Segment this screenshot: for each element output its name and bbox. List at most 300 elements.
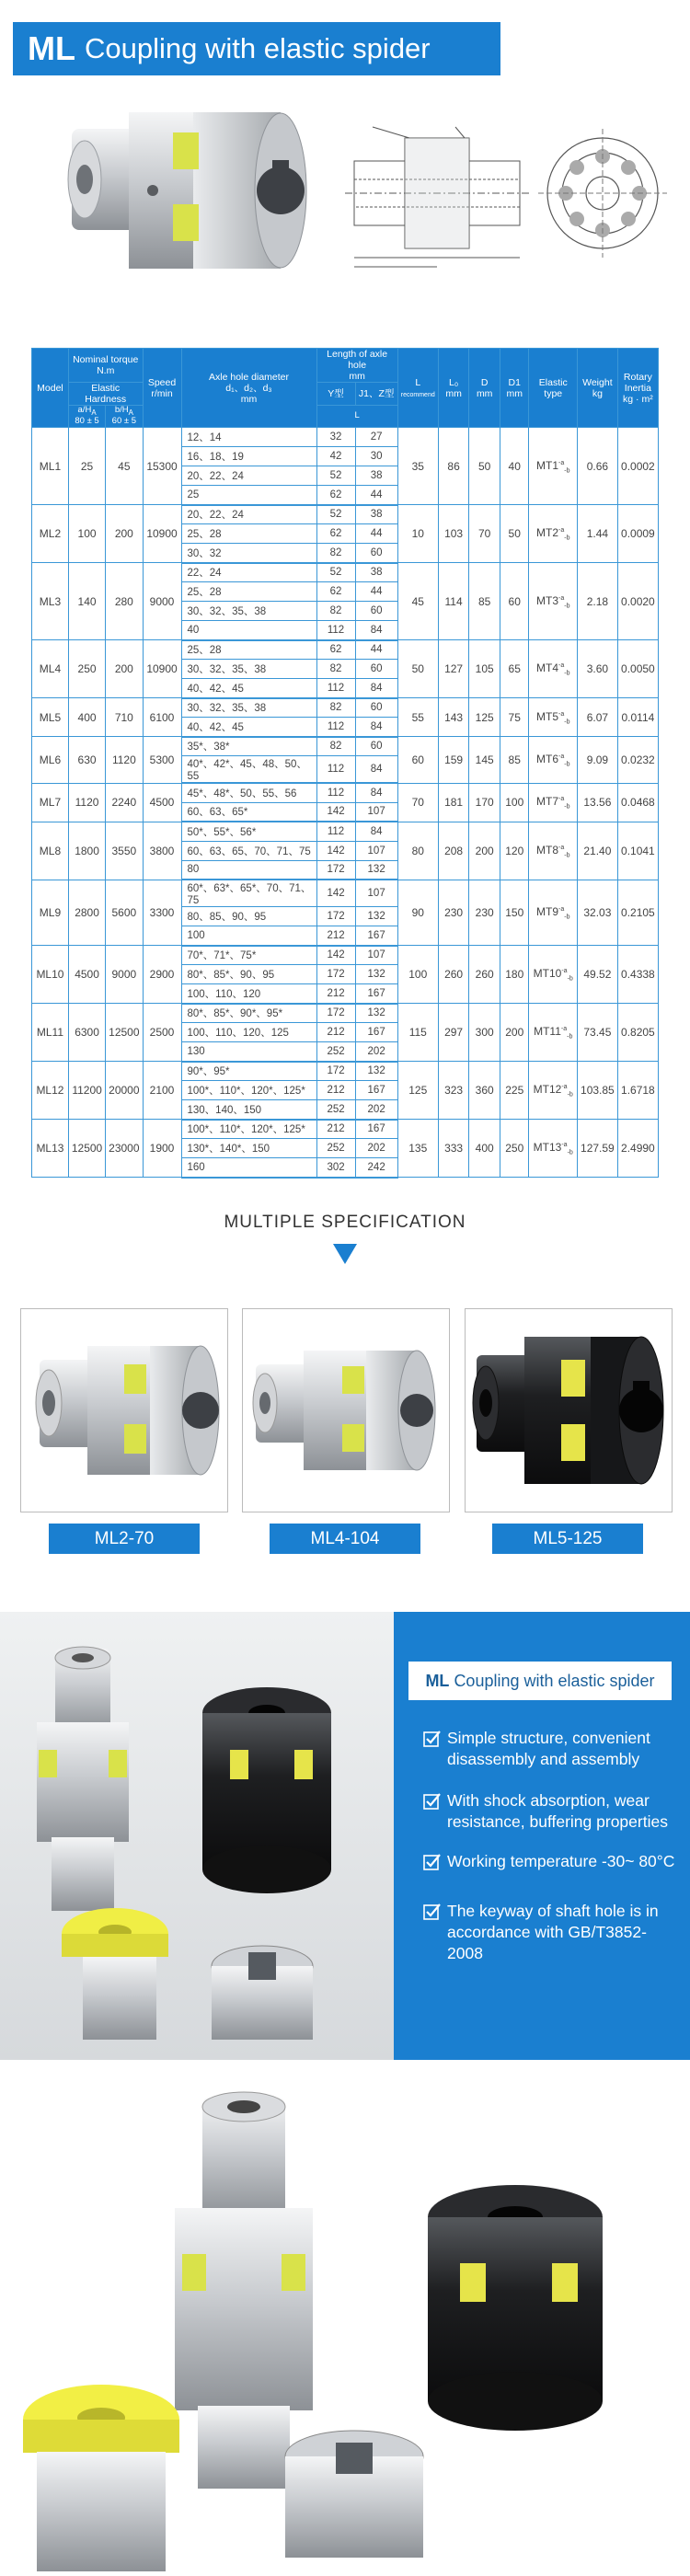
cell-length-y: 302: [316, 1158, 355, 1178]
header-title: Coupling with elastic spider: [84, 32, 431, 64]
cell-bore: 80、85、90、95: [181, 907, 316, 926]
checkbox-check-icon: [423, 1730, 442, 1748]
cell-length-j: 44: [355, 524, 397, 544]
cell-bore: 100、110、120、125: [181, 1023, 316, 1042]
cell-inertia: 0.1041: [617, 822, 658, 880]
cell-bore: 90*、95*: [181, 1062, 316, 1081]
cell-model: ML2: [32, 505, 69, 563]
cell-length-y: 32: [316, 428, 355, 447]
cell-length-y: 172: [316, 965, 355, 984]
cell-length-y: 112: [316, 621, 355, 640]
cell-bore: 100: [181, 926, 316, 946]
coupling-display-photo: [0, 2079, 690, 2576]
cell-length-j: 44: [355, 486, 397, 505]
cell-length-y: 212: [316, 1081, 355, 1100]
cell-length-y: 142: [316, 946, 355, 965]
cell-l0: 127: [438, 640, 469, 698]
col-bore: Axle hole diameter d₁、d₂、d₃ mm: [181, 349, 316, 428]
cell-length-y: 142: [316, 880, 355, 907]
cell-bore: 35*、38*: [181, 737, 316, 756]
cell-speed: 6100: [143, 698, 181, 737]
cell-length-j: 27: [355, 428, 397, 447]
col-nominal-torque: Nominal torque N.m: [68, 349, 143, 383]
cell-length-j: 38: [355, 505, 397, 524]
cell-length-j: 242: [355, 1158, 397, 1178]
cell-torque-b: 280: [106, 563, 143, 640]
cell-torque-a: 4500: [68, 946, 105, 1004]
cell-d: 360: [469, 1062, 500, 1120]
cell-length-y: 62: [316, 582, 355, 602]
page-header: [13, 22, 500, 75]
cell-l-recommend: 115: [397, 1004, 438, 1062]
cell-l0: 230: [438, 880, 469, 946]
cell-length-j: 167: [355, 1023, 397, 1042]
cell-l0: 103: [438, 505, 469, 563]
cell-model: ML1: [32, 428, 69, 505]
features-title: ML Coupling with elastic spider: [408, 1662, 672, 1700]
cell-l0: 260: [438, 946, 469, 1004]
cell-model: ML6: [32, 737, 69, 784]
cell-length-j: 60: [355, 737, 397, 756]
cell-speed: 5300: [143, 737, 181, 784]
cell-weight: 13.56: [577, 783, 617, 822]
cell-bore: 30、32、35、38: [181, 602, 316, 621]
cell-d1: 65: [500, 640, 529, 698]
cell-d: 85: [469, 563, 500, 640]
cell-speed: 4500: [143, 783, 181, 822]
cell-l0: 323: [438, 1062, 469, 1120]
table-row: [32, 640, 659, 660]
cell-bore: 60、63、65、70、71、75: [181, 841, 316, 860]
cell-elastic-type: $MT6^{-a}_{-b}$: [529, 737, 578, 784]
cell-speed: 2900: [143, 946, 181, 1004]
cell-bore: 80: [181, 860, 316, 880]
cell-torque-a: 140: [68, 563, 105, 640]
spec-label-ml2-70: ML2-70: [49, 1524, 200, 1554]
cell-length-y: 252: [316, 1139, 355, 1158]
col-length: Length of axle hole mm: [316, 349, 397, 383]
cell-bore: 45*、48*、50、55、56: [181, 783, 316, 802]
cell-inertia: 0.0002: [617, 428, 658, 505]
cell-d: 300: [469, 1004, 500, 1062]
cell-length-y: 52: [316, 563, 355, 582]
cell-length-j: 107: [355, 880, 397, 907]
cell-length-y: 62: [316, 524, 355, 544]
cell-l-recommend: 55: [397, 698, 438, 737]
cell-torque-a: 6300: [68, 1004, 105, 1062]
cell-l-recommend: 80: [397, 822, 438, 880]
checkbox-check-icon: [423, 1853, 442, 1871]
cell-torque-a: 11200: [68, 1062, 105, 1120]
col-l-symbol: L: [316, 406, 397, 428]
col-inertia: Rotary Inertia kg · m²: [617, 349, 658, 428]
cell-torque-b: 200: [106, 640, 143, 698]
cell-length-y: 52: [316, 466, 355, 486]
cell-l-recommend: 100: [397, 946, 438, 1004]
cell-weight: 73.45: [577, 1004, 617, 1062]
cell-bore: 100*、110*、120*、125*: [181, 1120, 316, 1139]
cell-inertia: 0.0020: [617, 563, 658, 640]
cell-model: ML9: [32, 880, 69, 946]
cell-torque-a: 400: [68, 698, 105, 737]
cell-d: 200: [469, 822, 500, 880]
multiple-spec-title: MULTIPLE SPECIFICATION: [224, 1213, 466, 1232]
cell-l-recommend: 45: [397, 563, 438, 640]
cell-length-j: 167: [355, 1120, 397, 1139]
cell-l0: 159: [438, 737, 469, 784]
col-d: D mm: [469, 349, 500, 428]
cell-speed: 2500: [143, 1004, 181, 1062]
cell-inertia: 0.0114: [617, 698, 658, 737]
cell-bore: 30、32: [181, 544, 316, 563]
cell-elastic-type: $MT12^{-a}_{-b}$: [529, 1062, 578, 1120]
cell-length-j: 84: [355, 783, 397, 802]
cell-bore: 70*、71*、75*: [181, 946, 316, 965]
cell-inertia: 1.6718: [617, 1062, 658, 1120]
cell-length-y: 82: [316, 698, 355, 718]
cell-length-y: 82: [316, 660, 355, 679]
cell-length-j: 202: [355, 1100, 397, 1120]
cell-length-j: 84: [355, 621, 397, 640]
cell-length-y: 112: [316, 756, 355, 784]
cell-length-y: 142: [316, 841, 355, 860]
cell-speed: 1900: [143, 1120, 181, 1178]
cell-torque-b: 12500: [106, 1004, 143, 1062]
cell-length-j: 44: [355, 640, 397, 660]
cell-torque-b: 9000: [106, 946, 143, 1004]
spec-card-ml4-104: [242, 1308, 450, 1512]
cell-length-y: 252: [316, 1042, 355, 1062]
cell-weight: 2.18: [577, 563, 617, 640]
spec-label-ml4-104: ML4-104: [270, 1524, 420, 1554]
cell-l-recommend: 125: [397, 1062, 438, 1120]
cell-length-j: 132: [355, 965, 397, 984]
cell-torque-b: 710: [106, 698, 143, 737]
cell-model: ML8: [32, 822, 69, 880]
cell-elastic-type: $MT13^{-a}_{-b}$: [529, 1120, 578, 1178]
cell-length-j: 132: [355, 1004, 397, 1023]
cell-weight: 9.09: [577, 737, 617, 784]
cell-d1: 200: [500, 1004, 529, 1062]
cell-length-y: 142: [316, 802, 355, 822]
cell-length-j: 38: [355, 466, 397, 486]
cell-elastic-type: $MT5^{-a}_{-b}$: [529, 698, 578, 737]
col-l-recommend: L recommend: [397, 349, 438, 428]
cell-d: 145: [469, 737, 500, 784]
col-weight: Weight kg: [577, 349, 617, 428]
cell-d1: 120: [500, 822, 529, 880]
cell-l-recommend: 90: [397, 880, 438, 946]
cell-torque-a: 1800: [68, 822, 105, 880]
cell-l-recommend: 35: [397, 428, 438, 505]
cell-length-j: 167: [355, 926, 397, 946]
cell-bore: 40、42、45: [181, 718, 316, 737]
cell-length-y: 212: [316, 926, 355, 946]
technical-drawing-side-view: [345, 120, 529, 276]
feature-item-4: The keyway of shaft hole is in accordance with GB/T3852-2008: [423, 1901, 681, 1963]
down-triangle-icon: [333, 1244, 357, 1264]
table-row: [32, 822, 659, 841]
cell-inertia: 0.0468: [617, 783, 658, 822]
cell-model: ML10: [32, 946, 69, 1004]
spec-label-ml5-125: ML5-125: [492, 1524, 643, 1554]
cell-l-recommend: 135: [397, 1120, 438, 1178]
cell-model: ML4: [32, 640, 69, 698]
cell-length-j: 38: [355, 563, 397, 582]
cell-torque-a: 1120: [68, 783, 105, 822]
cell-length-j: 167: [355, 1081, 397, 1100]
cell-weight: 32.03: [577, 880, 617, 946]
table-row: [32, 1062, 659, 1081]
table-row: [32, 946, 659, 965]
cell-bore: 30、32、35、38: [181, 660, 316, 679]
cell-speed: 9000: [143, 563, 181, 640]
col-elastic-hardness: Elastic Hardness: [68, 383, 143, 406]
cell-length-j: 107: [355, 841, 397, 860]
cell-torque-b: 23000: [106, 1120, 143, 1178]
table-row: [32, 698, 659, 718]
coupling-hero-image: [64, 103, 313, 287]
cell-bore: 40、42、45: [181, 679, 316, 698]
cell-d1: 85: [500, 737, 529, 784]
cell-elastic-type: $MT4^{-a}_{-b}$: [529, 640, 578, 698]
col-hardness-b: $b/H_A$ 60 ± 5: [106, 406, 143, 428]
spec-card-ml5-125: [465, 1308, 673, 1512]
cell-bore: 130、140、150: [181, 1100, 316, 1120]
cell-length-y: 82: [316, 737, 355, 756]
col-model: Model: [32, 349, 69, 428]
cell-model: ML7: [32, 783, 69, 822]
cell-speed: 3800: [143, 822, 181, 880]
cell-d: 125: [469, 698, 500, 737]
cell-speed: 2100: [143, 1062, 181, 1120]
cell-d1: 50: [500, 505, 529, 563]
cell-bore: 16、18、19: [181, 447, 316, 466]
coupling-group-photo: [0, 1612, 394, 2060]
col-l0: L₀ mm: [438, 349, 469, 428]
cell-torque-b: 5600: [106, 880, 143, 946]
cell-length-y: 112: [316, 783, 355, 802]
col-speed: Speed r/min: [143, 349, 181, 428]
cell-l0: 181: [438, 783, 469, 822]
cell-weight: 3.60: [577, 640, 617, 698]
cell-bore: 130*、140*、150: [181, 1139, 316, 1158]
cell-length-j: 30: [355, 447, 397, 466]
feature-item-1: Simple structure, convenient disassembly and assembly: [423, 1728, 681, 1770]
feature-item-3: Working temperature -30~ 80°C: [423, 1851, 681, 1872]
cell-inertia: 0.2105: [617, 880, 658, 946]
cell-length-j: 44: [355, 582, 397, 602]
table-row: [32, 1004, 659, 1023]
cell-length-j: 107: [355, 802, 397, 822]
col-hardness-a: $a/H_A$ 80 ± 5: [68, 406, 105, 428]
cell-model: ML12: [32, 1062, 69, 1120]
cell-length-y: 112: [316, 718, 355, 737]
coupling-silver-image: [243, 1309, 449, 1512]
cell-l0: 143: [438, 698, 469, 737]
table-row: [32, 1120, 659, 1139]
cell-weight: 49.52: [577, 946, 617, 1004]
cell-d1: 225: [500, 1062, 529, 1120]
cell-model: ML3: [32, 563, 69, 640]
technical-drawing-end-view: [538, 129, 667, 258]
cell-length-y: 62: [316, 486, 355, 505]
specification-table-body: [32, 428, 659, 1178]
cell-bore: 80*、85*、90、95: [181, 965, 316, 984]
cell-elastic-type: $MT10^{-a}_{-b}$: [529, 946, 578, 1004]
cell-bore: 40: [181, 621, 316, 640]
cell-bore: 25: [181, 486, 316, 505]
spec-card-ml2-70: [20, 1308, 228, 1512]
cell-speed: 15300: [143, 428, 181, 505]
cell-speed: 3300: [143, 880, 181, 946]
cell-length-j: 202: [355, 1042, 397, 1062]
cell-inertia: 0.0232: [617, 737, 658, 784]
cell-length-j: 132: [355, 907, 397, 926]
cell-length-y: 212: [316, 1023, 355, 1042]
specification-table: [31, 348, 659, 1179]
cell-torque-b: 200: [106, 505, 143, 563]
cell-length-y: 212: [316, 984, 355, 1004]
cell-d: 230: [469, 880, 500, 946]
cell-bore: 20、22、24: [181, 505, 316, 524]
cell-elastic-type: $MT1^{-a}_{-b}$: [529, 428, 578, 505]
table-row: [32, 880, 659, 907]
table-row: [32, 428, 659, 447]
cell-length-y: 172: [316, 860, 355, 880]
cell-weight: 6.07: [577, 698, 617, 737]
cell-weight: 21.40: [577, 822, 617, 880]
cell-elastic-type: $MT7^{-a}_{-b}$: [529, 783, 578, 822]
cell-length-y: 82: [316, 544, 355, 563]
cell-length-y: 82: [316, 602, 355, 621]
cell-length-j: 107: [355, 946, 397, 965]
cell-length-j: 60: [355, 544, 397, 563]
cell-bore: 80*、85*、90*、95*: [181, 1004, 316, 1023]
cell-model: ML13: [32, 1120, 69, 1178]
cell-length-j: 84: [355, 679, 397, 698]
cell-length-j: 167: [355, 984, 397, 1004]
cell-d: 105: [469, 640, 500, 698]
cell-elastic-type: $MT3^{-a}_{-b}$: [529, 563, 578, 640]
cell-torque-a: 630: [68, 737, 105, 784]
checkbox-check-icon: [423, 1903, 442, 1921]
cell-length-y: 172: [316, 1062, 355, 1081]
cell-inertia: 2.4990: [617, 1120, 658, 1178]
cell-bore: 20、22、24: [181, 466, 316, 486]
cell-length-j: 84: [355, 718, 397, 737]
cell-l-recommend: 70: [397, 783, 438, 822]
checkbox-check-icon: [423, 1792, 442, 1811]
coupling-black-image: [466, 1309, 672, 1512]
cell-length-j: 60: [355, 602, 397, 621]
cell-bore: 12、14: [181, 428, 316, 447]
cell-torque-b: 1120: [106, 737, 143, 784]
cell-bore: 50*、55*、56*: [181, 822, 316, 841]
col-elastic-type: Elastic type: [529, 349, 578, 428]
cell-d1: 150: [500, 880, 529, 946]
cell-length-y: 172: [316, 1004, 355, 1023]
cell-l0: 208: [438, 822, 469, 880]
col-d1: D1 mm: [500, 349, 529, 428]
cell-bore: 25、28: [181, 582, 316, 602]
cell-torque-a: 12500: [68, 1120, 105, 1178]
cell-length-j: 132: [355, 1062, 397, 1081]
cell-d1: 40: [500, 428, 529, 505]
cell-weight: 1.44: [577, 505, 617, 563]
cell-d1: 60: [500, 563, 529, 640]
cell-torque-b: 20000: [106, 1062, 143, 1120]
cell-l-recommend: 10: [397, 505, 438, 563]
table-row: [32, 505, 659, 524]
cell-length-j: 60: [355, 698, 397, 718]
cell-torque-b: 2240: [106, 783, 143, 822]
cell-d: 50: [469, 428, 500, 505]
cell-length-j: 202: [355, 1139, 397, 1158]
col-j-type: J1、Z型: [355, 383, 397, 406]
cell-bore: 160: [181, 1158, 316, 1178]
cell-weight: 0.66: [577, 428, 617, 505]
cell-torque-b: 45: [106, 428, 143, 505]
cell-weight: 103.85: [577, 1062, 617, 1120]
cell-length-y: 112: [316, 822, 355, 841]
cell-d1: 250: [500, 1120, 529, 1178]
table-row: [32, 737, 659, 756]
cell-bore: 100*、110*、120*、125*: [181, 1081, 316, 1100]
cell-model: ML11: [32, 1004, 69, 1062]
cell-inertia: 0.0009: [617, 505, 658, 563]
cell-length-y: 252: [316, 1100, 355, 1120]
cell-length-j: 60: [355, 660, 397, 679]
cell-speed: 10900: [143, 505, 181, 563]
cell-length-y: 52: [316, 505, 355, 524]
cell-torque-a: 2800: [68, 880, 105, 946]
cell-model: ML5: [32, 698, 69, 737]
cell-bore: 60*、63*、65*、70、71、75: [181, 880, 316, 907]
table-row: [32, 563, 659, 582]
cell-bore: 22、24: [181, 563, 316, 582]
cell-length-j: 84: [355, 822, 397, 841]
cell-elastic-type: $MT2^{-a}_{-b}$: [529, 505, 578, 563]
cell-elastic-type: $MT8^{-a}_{-b}$: [529, 822, 578, 880]
cell-d: 260: [469, 946, 500, 1004]
cell-inertia: 0.8205: [617, 1004, 658, 1062]
cell-length-j: 84: [355, 756, 397, 784]
cell-inertia: 0.4338: [617, 946, 658, 1004]
cell-torque-b: 3550: [106, 822, 143, 880]
cell-bore: 40*、42*、45、48、50、55: [181, 756, 316, 784]
feature-item-2: With shock absorption, wear resistance, buffering properties: [423, 1790, 681, 1833]
cell-l0: 333: [438, 1120, 469, 1178]
cell-d1: 100: [500, 783, 529, 822]
cell-length-j: 132: [355, 860, 397, 880]
cell-weight: 127.59: [577, 1120, 617, 1178]
cell-l0: 114: [438, 563, 469, 640]
cell-length-y: 112: [316, 679, 355, 698]
cell-speed: 10900: [143, 640, 181, 698]
cell-l0: 297: [438, 1004, 469, 1062]
cell-torque-a: 25: [68, 428, 105, 505]
cell-l-recommend: 60: [397, 737, 438, 784]
cell-bore: 25、28: [181, 524, 316, 544]
cell-inertia: 0.0050: [617, 640, 658, 698]
cell-d1: 180: [500, 946, 529, 1004]
cell-l0: 86: [438, 428, 469, 505]
cell-elastic-type: $MT11^{-a}_{-b}$: [529, 1004, 578, 1062]
cell-bore: 130: [181, 1042, 316, 1062]
cell-d: 400: [469, 1120, 500, 1178]
cell-d: 170: [469, 783, 500, 822]
